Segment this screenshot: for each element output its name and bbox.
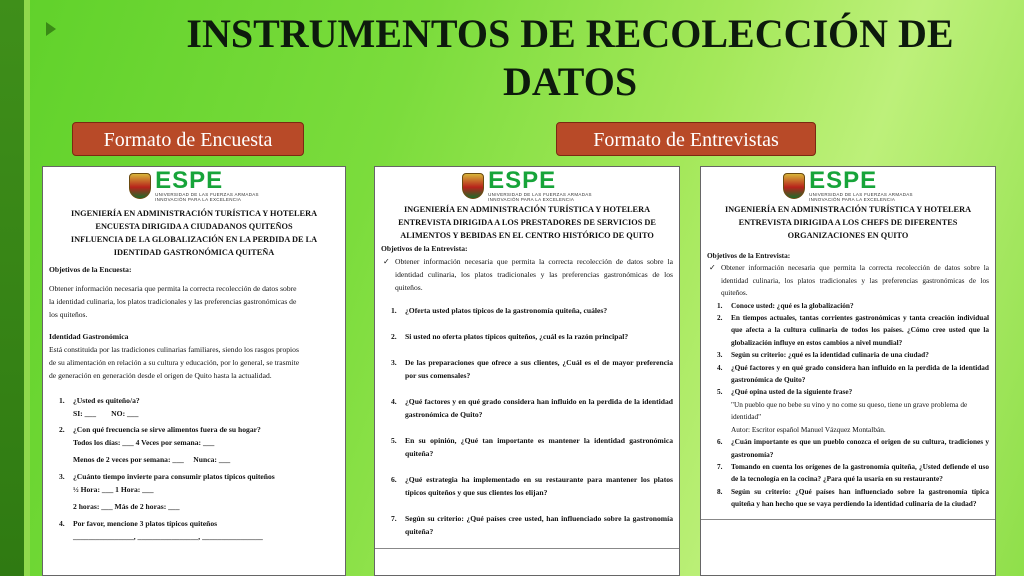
question-item: 1. ¿Usted es quiteño/a? bbox=[59, 396, 140, 405]
doc-heading: INGENIERÍA EN ADMINISTRACIÓN TURÍSTICA Y HOTELERA bbox=[403, 205, 651, 214]
survey-document bbox=[42, 166, 346, 576]
divider bbox=[375, 548, 679, 549]
question-item: 7. Según su criterio: ¿Qué países cree usted, han influenciado sobre la gastronomía quiteña? bbox=[391, 514, 673, 536]
arrow-bullet-icon bbox=[46, 22, 56, 36]
espe-logo bbox=[701, 169, 995, 203]
objectives-title: Objetivos de la Entrevista: bbox=[707, 251, 791, 260]
doc-heading: ALIMENTOS Y BEBIDAS EN EL CENTRO HISTÓRICO DE QUITO bbox=[400, 231, 654, 240]
objectives-title: Objetivos de la Entrevista: bbox=[381, 244, 468, 253]
question-item: 4. ¿Qué factores y en qué grado considera han influido en la perdida de la identidad gastronómica de Quito? bbox=[391, 397, 673, 419]
logo-subtitle-1: UNIVERSIDAD DE LAS FUERZAS ARMADAS bbox=[155, 192, 259, 197]
question-item: 3. De las preparaciones que ofrece a sus clientes, ¿Cuál es el de mayor preferencia por sus comensales? bbox=[391, 358, 673, 380]
question-item: 2. Si usted no oferta platos típicos quiteños, ¿cuál es la razón principal? bbox=[391, 332, 629, 341]
left-accent-stripe bbox=[24, 0, 30, 576]
crest-icon bbox=[129, 173, 151, 199]
encuesta-label: Formato de Encuesta bbox=[72, 122, 304, 156]
objectives-title: Objetivos de la Encuesta: bbox=[49, 265, 132, 274]
objectives-line: los quiteños. bbox=[49, 310, 88, 319]
question-item: 2. ¿Con qué frecuencia se sirve alimentos fuera de su hogar? bbox=[59, 425, 261, 434]
espe-logo bbox=[43, 169, 345, 203]
question-item: 8. Según su criterio: ¿Qué países han influenciado sobre la gastronomía típica quiteña y han hecho que se vaya perdiendo la identidad culinaria de la ciudad? bbox=[717, 486, 989, 509]
question-item: 5. En su opinión, ¿Qué tan importante es mantener la identidad gastronómica quiteña? bbox=[391, 436, 673, 458]
objectives-line: Obtener información necesaria que permita la correcta recolección de datos sobre bbox=[49, 284, 297, 293]
doc-heading: ENTREVISTA DIRIGIDA A LOS CHEFS DE DIFERENTES bbox=[738, 218, 958, 227]
question-options: Todos los días: ___ 4 Veces por semana: ___ bbox=[73, 438, 215, 447]
question-blanks: ________________, ________________, ________________ bbox=[73, 532, 263, 541]
question-options: Menos de 2 veces por semana: ___ Nunca: ___ bbox=[73, 455, 231, 464]
question-item: 6. ¿Qué estrategia ha implementado en su restaurante para mantener los platos típicos quiteños y que sus clientes los elijan? bbox=[391, 475, 673, 497]
logo-subtitle-2: INNOVACIÓN PARA LA EXCELENCIA bbox=[488, 197, 575, 202]
logo-text: ESPE bbox=[809, 167, 878, 194]
logo-subtitle-2: INNOVACIÓN PARA LA EXCELENCIA bbox=[809, 197, 896, 202]
logo-subtitle-1: UNIVERSIDAD DE LAS FUERZAS ARMADAS bbox=[809, 192, 913, 197]
divider bbox=[701, 519, 995, 520]
question-options: 2 horas: ___ Más de 2 horas: ___ bbox=[73, 502, 180, 511]
quote-text: "Un pueblo que no bebe su vino y no come su queso, tiene un grave problema de identidad" bbox=[731, 399, 968, 422]
crest-icon bbox=[783, 173, 805, 199]
interview-providers-document bbox=[374, 166, 680, 576]
identity-line: de generación en generación desde el origen de Quito hasta la actualidad. bbox=[49, 371, 272, 380]
doc-heading: ENCUESTA DIRIGIDA A CIUDADANOS QUITEÑOS bbox=[95, 222, 293, 231]
crest-icon bbox=[462, 173, 484, 199]
question-options: ½ Hora: ___ 1 Hora: ___ bbox=[73, 485, 154, 494]
question-item: 7. Tomando en cuenta los orígenes de la gastronomía quiteña, ¿Usted defiende el uso de la tecnología en la cocina? ¿Para qué la usaría en su restaurante? bbox=[717, 461, 989, 484]
doc-heading: INFLUENCIA DE LA GLOBALIZACIÓN EN LA PERDIDA DE LA bbox=[70, 235, 318, 244]
question-options: SI: ___ NO: ___ bbox=[73, 409, 139, 418]
espe-logo bbox=[375, 169, 679, 203]
entrevistas-label: Formato de Entrevistas bbox=[556, 122, 816, 156]
logo-text: ESPE bbox=[155, 167, 224, 194]
logo-subtitle-2: INNOVACIÓN PARA LA EXCELENCIA bbox=[155, 197, 242, 202]
question-item: 4. Por favor, mencione 3 platos típicos quiteños bbox=[59, 519, 218, 528]
doc-heading: INGENIERÍA EN ADMINISTRACIÓN TURÍSTICA Y HOTELERA bbox=[724, 205, 972, 214]
doc-heading: INGENIERÍA EN ADMINISTRACIÓN TURÍSTICA Y HOTELERA bbox=[70, 209, 318, 218]
logo-subtitle-1: UNIVERSIDAD DE LAS FUERZAS ARMADAS bbox=[488, 192, 592, 197]
identity-line: de su alimentación en relación a su cultura y educación, por lo general, se trasmite bbox=[49, 358, 300, 367]
question-item: 1. ¿Oferta usted platos típicos de la gastronomía quiteña, cuáles? bbox=[391, 306, 608, 315]
identity-line: Está constituida por las tradiciones culinarias familiares, siendo los rasgos propios bbox=[49, 345, 299, 354]
question-item: 1. Conoce usted: ¿qué es la globalización? bbox=[717, 300, 854, 310]
doc-heading: ORGANIZACIONES EN QUITO bbox=[787, 231, 909, 240]
identity-title: Identidad Gastronómica bbox=[49, 332, 129, 341]
question-item: 2. En tiempos actuales, tantas corrientes gastronómicas y tanta creación individual que afecta a la cultura culinaria de todos los países. ¿Cómo cree usted que la globalización influye en estos cambios a nivel mundial? bbox=[717, 313, 989, 347]
question-item: 4. ¿Qué factores y en qué grado considera han influido en la perdida de la identidad gastronómica de Quito? bbox=[717, 362, 989, 385]
slide-title: INSTRUMENTOS DE RECOLECCIÓN DE DATOS bbox=[186, 11, 954, 104]
logo-text: ESPE bbox=[488, 167, 557, 194]
question-item: 6. ¿Cuán importante es que un pueblo conozca el origen de su cultura, tradiciones y gastronomía? bbox=[717, 437, 989, 459]
interview-chefs-document bbox=[700, 166, 996, 576]
objectives-line: la identidad culinaria, los platos tradicionales y las preferencias gastronómicas de bbox=[49, 297, 297, 306]
question-item: 5. ¿Qué opina usted de la siguiente frase? bbox=[717, 387, 853, 397]
question-item: 3. Según su criterio: ¿qué es la identidad culinaria de una ciudad? bbox=[717, 350, 929, 360]
doc-heading: ENTREVISTA DIRIGIDA A LOS PRESTADORES DE SERVICIOS DE bbox=[398, 218, 656, 227]
question-item: 3. ¿Cuánto tiempo invierte para consumir platos típicos quiteños bbox=[59, 472, 275, 481]
objectives-text: ✓ Obtener información necesaria que permita la correcta recolección de datos sobre la identidad culinaria, los platos tradicionales y las preferencias gastronómicas de los quiteños. bbox=[707, 262, 989, 299]
left-accent-band bbox=[0, 0, 24, 576]
objectives-text: ✓ Obtener información necesaria que permita la correcta recolección de datos sobre la identidad culinaria, los platos tradicionales y las preferencias gastronómicas de los quiteños. bbox=[381, 255, 673, 294]
quote-author: Autor: Escritor español Manuel Vázquez Montalbán. bbox=[731, 424, 886, 434]
doc-heading: IDENTIDAD GASTRONÓMICA QUITEÑA bbox=[113, 248, 275, 257]
